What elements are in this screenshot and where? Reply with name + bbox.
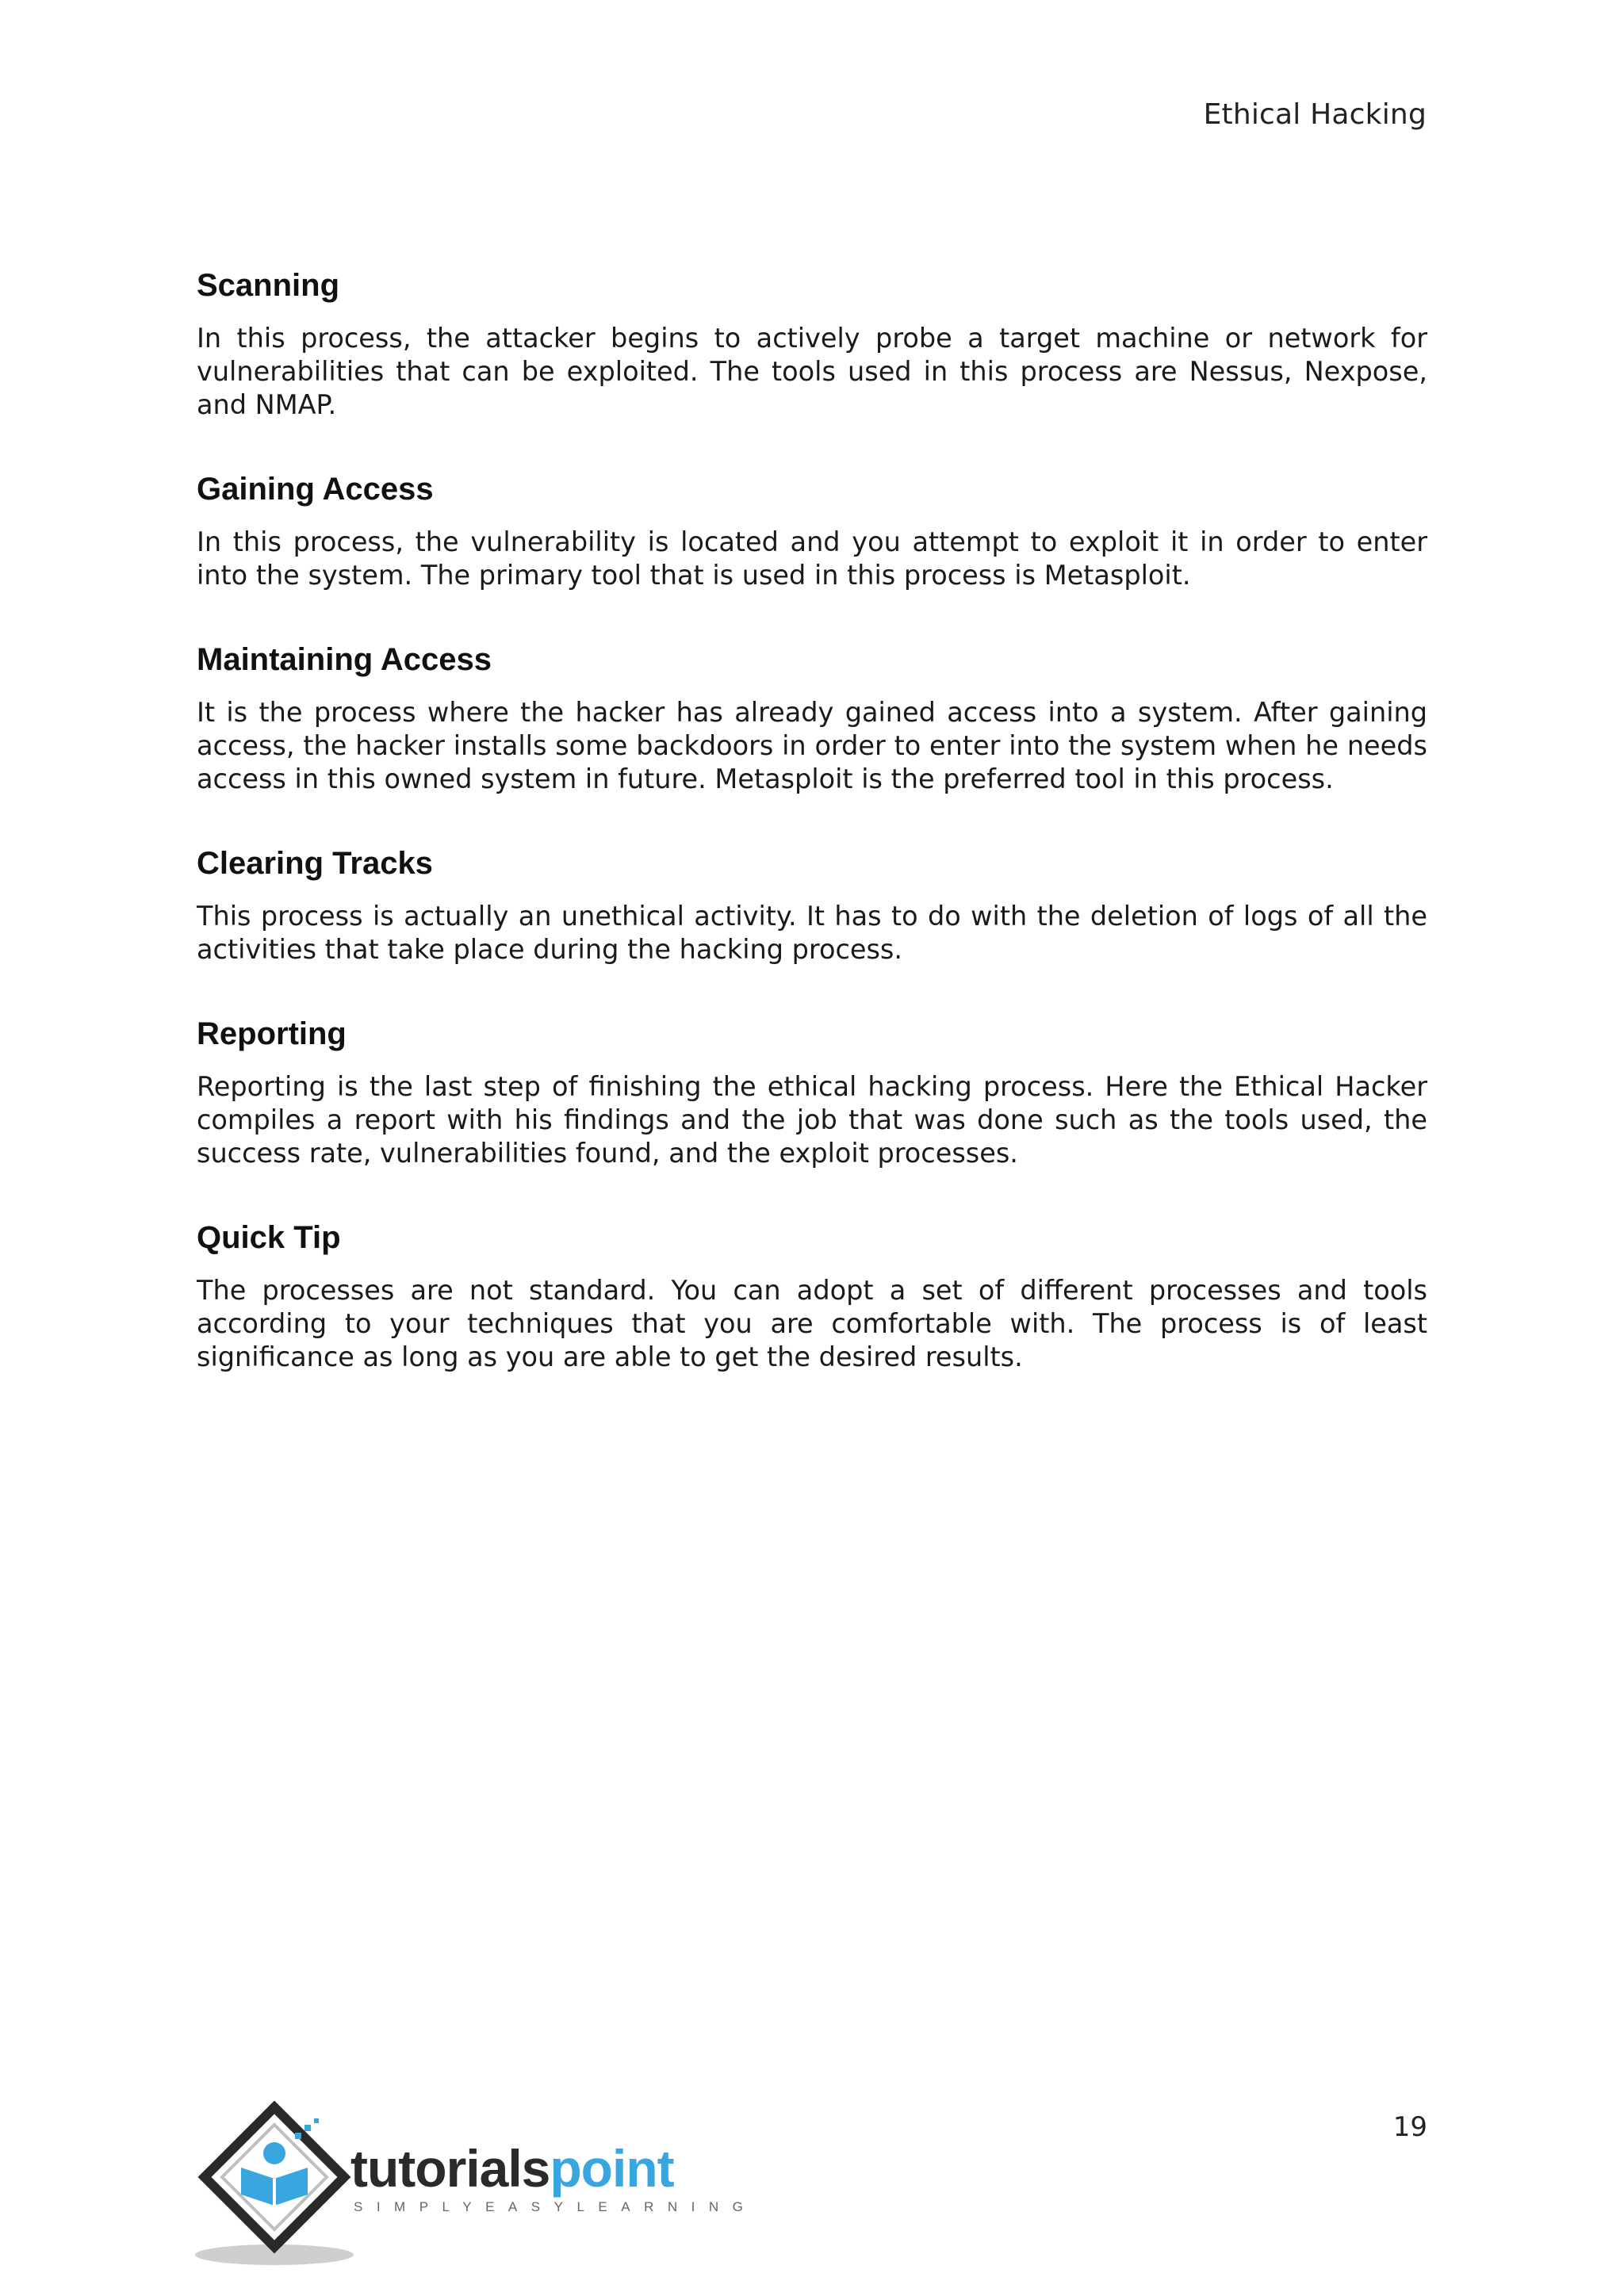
- logo-word-tutorials: tutorials: [350, 2139, 550, 2198]
- section-heading: Gaining Access: [197, 472, 434, 507]
- section-heading: Quick Tip: [197, 1220, 341, 1255]
- logo-wordmark: [350, 2139, 674, 2198]
- page-number: 19: [1392, 2111, 1427, 2143]
- section-paragraph: This process is actually an unethical activity. It has to do with the deletion of logs of all the activities that take place during the hacking process.: [197, 901, 1427, 965]
- section-heading: Scanning: [197, 268, 340, 303]
- section-reporting: [197, 1010, 1427, 1170]
- section-paragraph: The processes are not standard. You can adopt a set of different processes and tools according to your techniques that you are comfortable with. The process is of least significance as long as you are able to get the desired results.: [197, 1275, 1427, 1372]
- section-heading: Maintaining Access: [197, 642, 492, 677]
- section-clearing-tracks: [197, 840, 1427, 966]
- document-body: [197, 262, 1427, 1418]
- section-maintaining-access: [197, 636, 1427, 796]
- section-gaining-access: [197, 465, 1427, 592]
- section-paragraph: In this process, the attacker begins to actively probe a target machine or network for vulnerabilities that can be exploited. The tools used in this process are Nessus, Nexpose, and NMAP.: [197, 323, 1427, 420]
- section-heading: Clearing Tracks: [197, 846, 433, 881]
- section-paragraph: In this process, the vulnerability is located and you attempt to exploit it in order to enter into the system. The primary tool that is used in this process is Metasploit.: [197, 526, 1427, 591]
- tutorialspoint-logo: [195, 2101, 757, 2267]
- section-paragraph: It is the process where the hacker has already gained access into a system. After gaining access, the hacker installs some backdoors in order to enter into the system when he needs access in this owned system in future. Metasploit is the preferred tool in this process.: [197, 697, 1427, 794]
- section-quick-tip: [197, 1214, 1427, 1374]
- section-heading: Reporting: [197, 1016, 347, 1051]
- logo-mark-icon: [195, 2101, 354, 2267]
- running-header-title: Ethical Hacking: [1203, 98, 1427, 131]
- section-scanning: [197, 262, 1427, 422]
- section-paragraph: Reporting is the last step of finishing the ethical hacking process. Here the Ethical Hacker compiles a report with his findings and the job that was done such as the tools used, the success rate, vulnerabilities found, and the exploit processes.: [197, 1071, 1427, 1169]
- logo-word-point: point: [550, 2139, 674, 2198]
- logo-tagline: SIMPLYEASYLEARNING: [354, 2199, 757, 2214]
